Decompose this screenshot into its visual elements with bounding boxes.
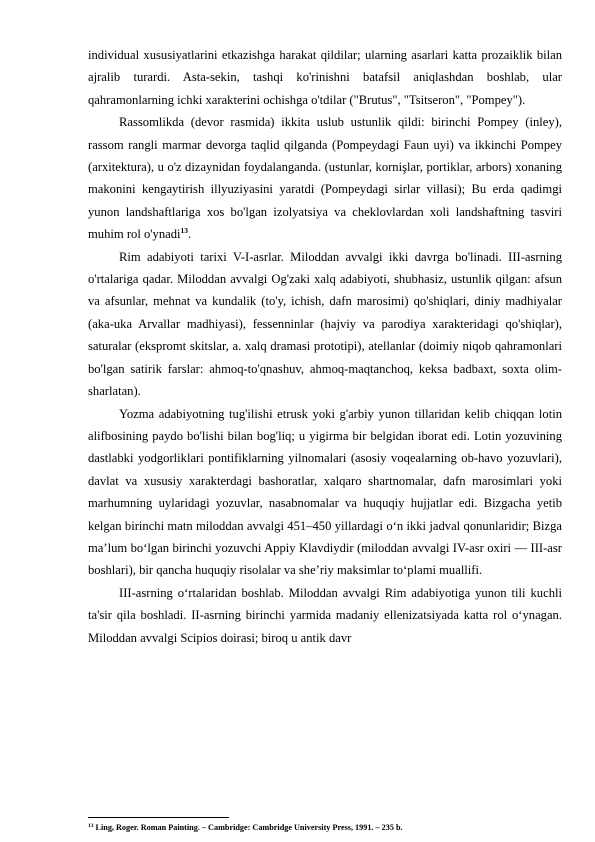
paragraph-text: III-asrning oʻrtalaridan boshlab. Miloddan avvalgi Rim adabiyotiga yunon tili kuchli ta'sir qila boshladi. II-asrning birinchi yarmida madaniy ellenizatsiyada katta rol oʻynagan. Miloddan avvalgi Scipios doirasi; biroq u antik davr: [88, 585, 562, 645]
footnote-reference[interactable]: 13: [180, 226, 189, 236]
footnote-text: Ling, Roger. Roman Painting. – Cambridge: Cambridge University Press, 1991. – 235 b.: [95, 823, 403, 832]
footnote-number: 13: [88, 823, 94, 829]
paragraph-text: individual xususiyatlarini etkazishga harakat qildilar; ularning asarlari katta prozaiklik bilan ajralib turardi. Asta-sekin, tashqi ko'rinishni batafsil aniqlashdan boshlab, ular qahramonlarning ichki xarakterini ochishga o'tdilar ("Brutus", "Tsitseron", "Pompey").: [88, 48, 562, 107]
footnote-divider: [88, 817, 229, 818]
paragraph-5: [88, 582, 562, 649]
paragraph-text: Rim adabiyoti tarixi V-I-asrlar. Miloddan avvalgi ikki davrga bo'linadi. III-asrning o'rtalariga qadar. Miloddan avvalgi Og'zaki xalq adabiyoti, shubhasiz, ustunlik qilgan: afsun va afsunlar, mehnat va kundalik (to'y, ichish, dafn marosimi) qo'shiqlari, diniy madhiyalar (aka-uka Arvallar madhiyasi), fessenninlar (hajviy va parodiya xarakteridagi qo'shiqlar), saturalar (ekspromt skitslar, a. xalq dramasi prototipi), atellanlar (doimiy niqob qahramonlari bo'lgan satirik farslar: ahmoq-to'qnashuv, ahmoq-maqtanchoq, keksa badbaxt, soxta olim-sharlatan).: [88, 249, 562, 399]
paragraph-4: [88, 403, 562, 582]
paragraph-suffix: .: [188, 227, 192, 242]
paragraph-3: [88, 246, 562, 403]
paragraph-text: Yozma adabiyotning tug'ilishi etrusk yoki g'arbiy yunon tillaridan kelib chiqqan lotin alifbosining paydo bo'lishi bilan bog'liq; u yigirma bir belgidan iborat edi. Lotin yozuvining dastlabki yodgorliklari pontifiklarning yilnomalari (asosiy voqealarning ob-havo yozuvlari), davlat va xususiy xarakterdagi bashoratlar, xalqaro shartnomalar, dafn marosimlari yoki marhumning uylaridagi yozuvlar, nasabnomalar va huquqiy hujjatlar edi. Bizgacha yetib kelgan birinchi matn miloddan avvalgi 451–450 yillardagi o‘n ikki jadval qonunlaridir; Bizga maʼlum boʻlgan birinchi yozuvchi Appiy Klavdiydir (miloddan avvalgi IV-asr oxiri — III-asr boshlari), bir qancha huquqiy risolalar va sheʼriy maksimlar toʻplami muallifi.: [88, 406, 562, 578]
paragraph-text: Rassomlikda (devor rasmida) ikkita uslub ustunlik qildi: birinchi Pompey (inley), rassom rangli marmar devorga taqlid qilganda (Pompeydagi Faun uyi) va ikkinchi Pompey (arxitektura), u o'z dizaynidan foydalanganda. (ustunlar, kornişlar, portiklar, arbors) xonaning makonini kengaytirish illyuziyasini yaratdi (Pompeydagi sirlar villasi); Bu erda qadimgi yunon landshaftlariga xos bo'lgan izolyatsiya va cheklovlardan xoli landshaftning tasviri muhim rol o'ynadi: [88, 115, 562, 242]
body-text: [88, 44, 562, 649]
paragraph-1: [88, 44, 562, 111]
footnote: [88, 822, 562, 833]
paragraph-2: [88, 111, 562, 245]
